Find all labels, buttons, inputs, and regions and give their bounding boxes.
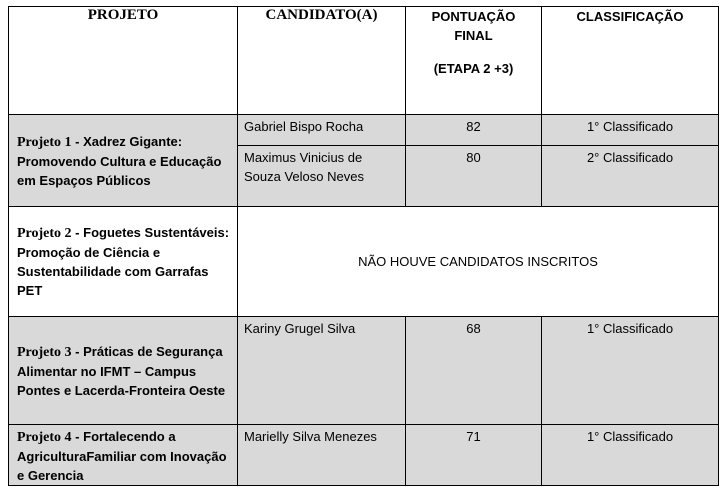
project-title: Fortalecendo a AgriculturaFamiliar com Inovação e Gerencia: [17, 429, 227, 483]
project-cell-1: [9, 115, 238, 207]
project-separator: -: [71, 429, 84, 444]
project-title: Foguetes Sustentáveis: Promoção de Ciência e Sustentabilidade com Garrafas PET: [17, 225, 230, 298]
header-classificacao: CLASSIFICAÇÃO: [542, 7, 719, 115]
candidate-score: 68: [406, 317, 542, 425]
results-table: [8, 6, 719, 486]
project-cell-3: [9, 317, 238, 425]
table-row: [9, 207, 719, 317]
candidate-rank: 1° Classificado: [542, 115, 719, 146]
header-row: [9, 7, 719, 115]
project-number: Projeto 2: [17, 226, 72, 241]
candidate-score: 82: [406, 115, 542, 146]
candidate-rank: 1° Classificado: [542, 317, 719, 425]
header-pontuacao: [406, 7, 542, 115]
table-row: [9, 115, 719, 146]
candidate-score: 71: [406, 425, 542, 486]
candidate-name: Maximus Vinicius de Souza Veloso Neves: [238, 146, 406, 207]
header-pontuacao-line1: PONTUAÇÃO: [431, 9, 516, 24]
candidate-rank: 2° Classificado: [542, 146, 719, 207]
header-candidato: CANDIDATO(A): [238, 7, 406, 115]
table-row: [9, 425, 719, 486]
project-cell-2: [9, 207, 238, 317]
project-title: Práticas de Segurança Alimentar no IFMT – Campus Pontes e Lacerda-Fronteira Oeste: [17, 343, 226, 398]
table-row: [9, 317, 719, 425]
project-title: Xadrez Gigante: Promovendo Cultura e Educação em Espaços Públicos: [17, 133, 222, 188]
candidate-name: Kariny Grugel Silva: [238, 317, 406, 425]
project-number: Projeto 3: [17, 344, 72, 360]
candidate-rank: 1° Classificado: [542, 425, 719, 486]
project-cell-4: [9, 425, 238, 486]
header-projeto: PROJETO: [9, 7, 238, 115]
project-number: Projeto 4: [17, 430, 72, 445]
project-separator: -: [71, 225, 84, 240]
candidate-name: Gabriel Bispo Rocha: [238, 115, 406, 146]
candidate-score: 80: [406, 146, 542, 207]
header-pontuacao-line2: FINAL: [454, 28, 493, 43]
project-separator: -: [71, 133, 84, 149]
header-pontuacao-sub: (ETAPA 2 +3): [433, 61, 514, 76]
candidate-name: Marielly Silva Menezes: [238, 425, 406, 486]
project-number: Projeto 1: [17, 134, 72, 150]
no-candidates-message: NÃO HOUVE CANDIDATOS INSCRITOS: [238, 207, 719, 317]
project-separator: -: [71, 343, 84, 359]
